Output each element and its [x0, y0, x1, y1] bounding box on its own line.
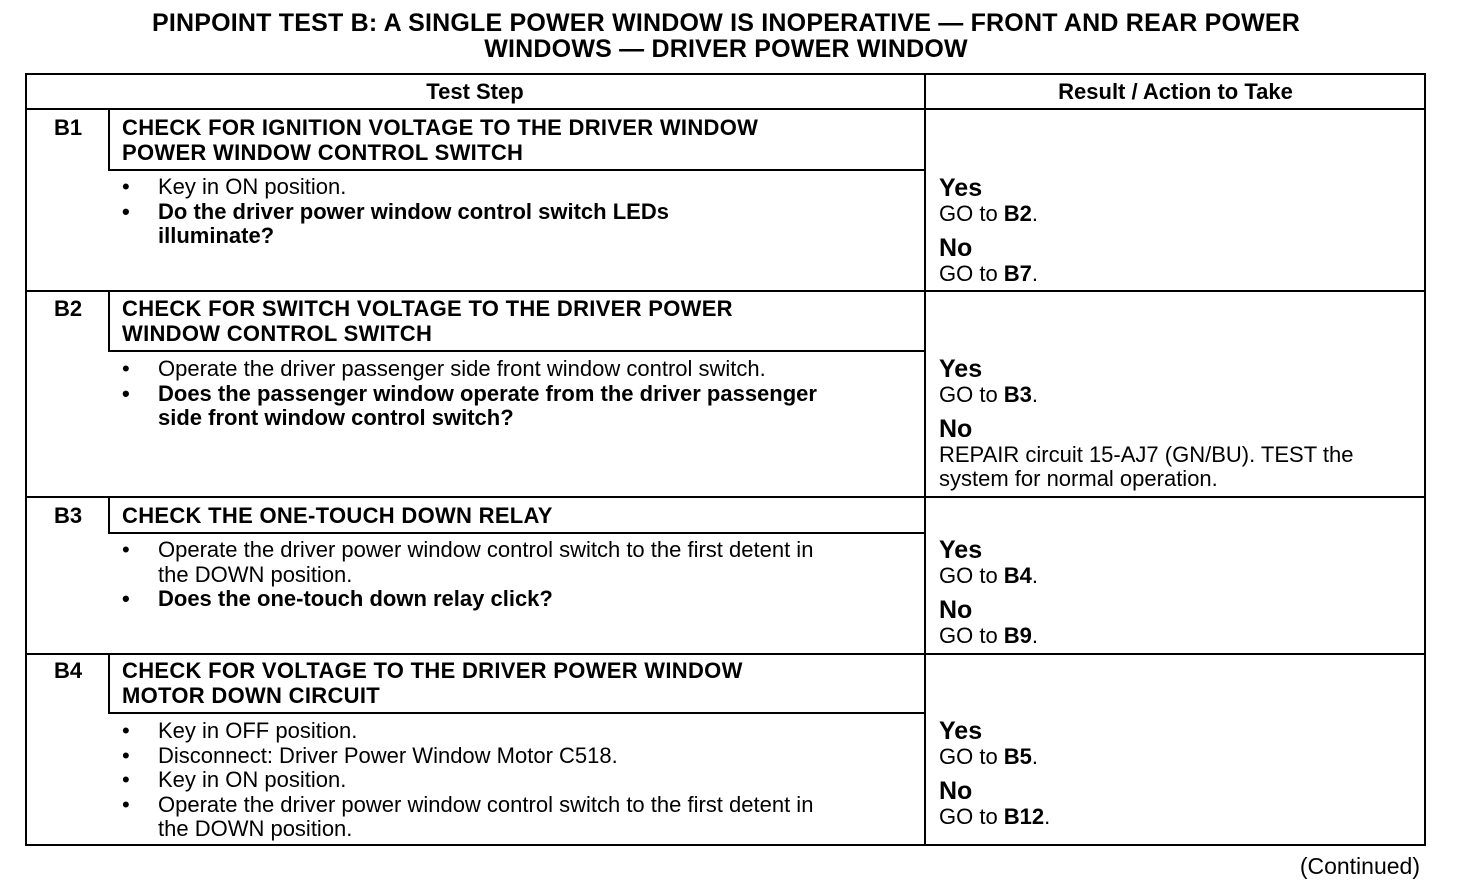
yes-label: Yes [939, 536, 983, 564]
step-title-rule [108, 712, 926, 714]
step-title [122, 115, 758, 165]
page-title-line-1: PINPOINT TEST B: A SINGLE POWER WINDOW IS INOPERATIVE — FRONT AND REAR POWER [151, 9, 1301, 37]
no-step-ref: B9 [1003, 623, 1032, 648]
no-label: No [939, 777, 973, 805]
step-title-rule [108, 169, 926, 171]
header-test-step: Test Step [426, 79, 524, 104]
step-result [939, 175, 1038, 286]
step-title-line: CHECK FOR SWITCH VOLTAGE TO THE DRIVER POWER [122, 296, 733, 321]
question-text: Does the passenger window operate from the driver passenger side front window control switch? [158, 380, 817, 430]
step-instructions [122, 357, 882, 431]
no-action-text: GO to [939, 804, 1004, 829]
yes-action: GO to B5. [939, 744, 1039, 769]
yes-label: Yes [939, 355, 983, 383]
yes-step-ref: B5 [1003, 744, 1032, 769]
step-title-rule [108, 532, 926, 534]
no-action: GO to B12. [939, 804, 1051, 829]
list-item [122, 793, 842, 842]
step-title [122, 503, 553, 528]
no-action: GO to B7. [939, 261, 1039, 286]
bullet-icon: • [122, 174, 130, 199]
step-id: B4 [53, 658, 83, 683]
bullet-icon: • [122, 586, 130, 611]
bullet-icon: • [122, 742, 130, 768]
yes-label: Yes [939, 174, 983, 202]
no-action-line: REPAIR circuit 15-AJ7 (GN/BU). TEST the [939, 442, 1354, 467]
no-label: No [939, 415, 973, 443]
step-id: B2 [53, 296, 83, 321]
step-id-divider [108, 292, 110, 352]
yes-action: GO to B2. [939, 201, 1039, 226]
list-item [122, 382, 818, 431]
list-item [122, 587, 842, 612]
yes-action-text: GO to [939, 201, 1004, 226]
step-separator [26, 290, 1425, 292]
yes-step-ref: B4 [1003, 563, 1032, 588]
step-title-line: POWER WINDOW CONTROL SWITCH [122, 140, 524, 165]
step-title [122, 658, 743, 708]
bullet-icon: • [122, 537, 130, 562]
bullet-icon: • [122, 356, 130, 381]
list-item [122, 744, 842, 769]
bullet-icon: • [122, 767, 130, 792]
step-id-divider [108, 655, 110, 714]
yes-action-text: GO to [939, 382, 1004, 407]
list-item [122, 357, 882, 382]
no-action-text: GO to [939, 623, 1004, 648]
step-id: B1 [53, 115, 83, 140]
instruction-text: Key in ON position. [158, 174, 347, 199]
instruction-text: Operate the driver power window control switch to the first detent in the DOWN position. [158, 791, 814, 841]
no-label: No [939, 596, 973, 624]
step-result [939, 718, 1050, 829]
step-instructions [122, 175, 762, 249]
page-title-line-2: WINDOWS — DRIVER POWER WINDOW [484, 35, 968, 63]
yes-action-text: GO to [939, 563, 1004, 588]
list-item [122, 768, 842, 793]
list-item [122, 538, 842, 587]
step-result [939, 537, 1038, 648]
step-title-line: CHECK FOR IGNITION VOLTAGE TO THE DRIVER WINDOW [122, 115, 759, 140]
step-instructions [122, 719, 842, 842]
yes-action: GO to B3. [939, 382, 1039, 407]
yes-label: Yes [939, 717, 983, 745]
no-step-ref: B12 [1003, 804, 1045, 829]
step-title-line: CHECK FOR VOLTAGE TO THE DRIVER POWER WINDOW [122, 658, 743, 683]
instruction-text: Operate the driver passenger side front window control switch. [158, 356, 766, 381]
bullet-icon: • [122, 791, 130, 817]
yes-action: GO to B4. [939, 563, 1039, 588]
continued-note: (Continued) [1299, 853, 1420, 879]
list-item [122, 200, 762, 249]
header-result-action: Result / Action to Take [1058, 79, 1293, 104]
yes-action-text: GO to [939, 744, 1004, 769]
bullet-icon: • [122, 198, 130, 224]
step-id: B3 [53, 503, 83, 528]
no-step-ref: B7 [1003, 261, 1032, 286]
bullet-icon: • [122, 718, 130, 743]
yes-step-ref: B3 [1003, 382, 1032, 407]
step-separator [26, 653, 1425, 655]
step-title-line: CHECK THE ONE-TOUCH DOWN RELAY [122, 503, 553, 528]
question-text: Does the one-touch down relay click? [158, 586, 553, 611]
list-item [122, 719, 842, 744]
question-text: Do the driver power window control switch LEDs illuminate? [158, 198, 669, 248]
no-action-text: GO to [939, 261, 1004, 286]
instruction-text: Operate the driver power window control switch to the first detent in the DOWN position. [158, 537, 814, 587]
no-label: No [939, 234, 973, 262]
column-divider [924, 74, 926, 845]
step-title-rule [108, 350, 926, 352]
step-result [939, 356, 1353, 491]
no-action: GO to B9. [939, 623, 1039, 648]
step-title-line: MOTOR DOWN CIRCUIT [122, 683, 380, 708]
instruction-text: Disconnect: Driver Power Window Motor C518. [158, 742, 618, 768]
step-id-divider [108, 498, 110, 533]
bullet-icon: • [122, 380, 130, 406]
instruction-text: Key in OFF position. [158, 718, 358, 743]
no-action-line: system for normal operation. [939, 466, 1218, 491]
yes-step-ref: B2 [1003, 201, 1032, 226]
instruction-text: Key in ON position. [158, 767, 347, 792]
header-rule [26, 108, 1425, 110]
step-title [122, 296, 733, 346]
step-title-line: WINDOW CONTROL SWITCH [122, 321, 433, 346]
step-id-divider [108, 110, 110, 170]
step-instructions [122, 538, 842, 612]
step-separator [26, 496, 1425, 498]
list-item [122, 175, 762, 200]
